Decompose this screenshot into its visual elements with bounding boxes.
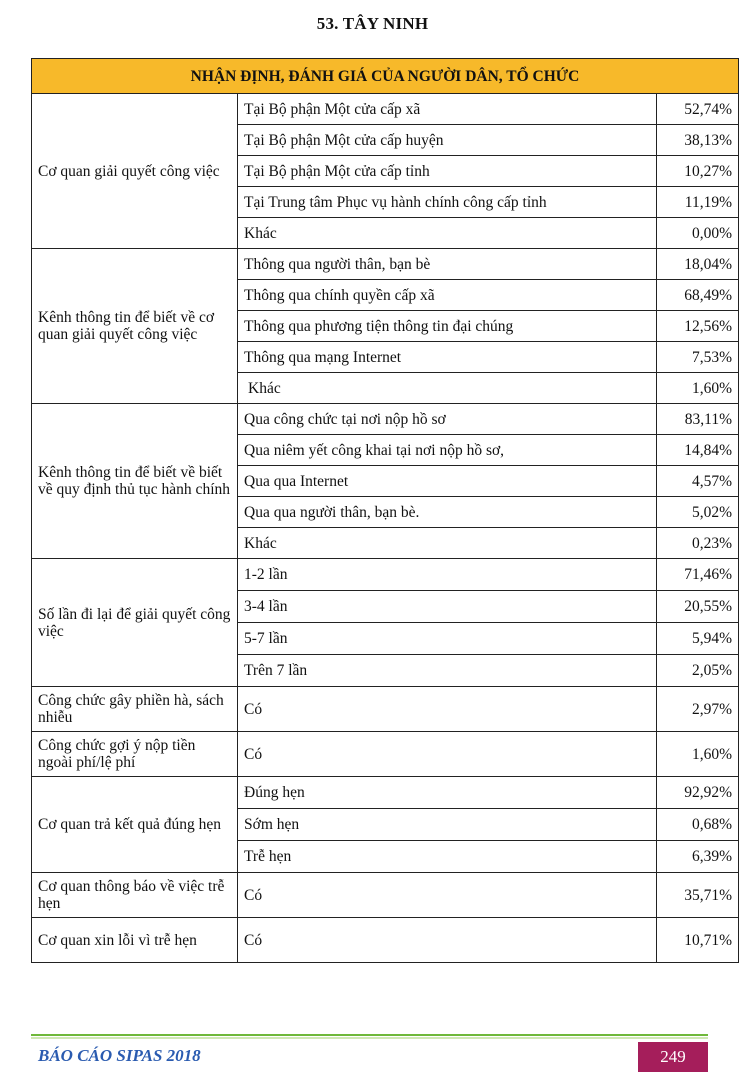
option-cell: Có (238, 918, 657, 963)
footer-report-title: BÁO CÁO SIPAS 2018 (38, 1046, 201, 1065)
table-row (32, 687, 739, 732)
percentage-cell: 10,71% (657, 918, 739, 963)
percentage-cell: 2,97% (657, 687, 739, 732)
percentage-cell: 83,11% (657, 404, 739, 435)
option-cell: Khác (238, 218, 657, 249)
option-cell: Qua qua người thân, bạn bè. (238, 497, 657, 528)
option-cell: Khác (238, 373, 657, 404)
table-row (32, 94, 739, 125)
page-title: 53. TÂY NINH (316, 14, 429, 33)
percentage-cell: 0,00% (657, 218, 739, 249)
option-cell: Có (238, 687, 657, 732)
percentage-cell: 92,92% (657, 777, 739, 809)
option-cell: Thông qua mạng Internet (238, 342, 657, 373)
percentage-cell: 0,68% (657, 809, 739, 841)
option-cell: Qua niêm yết công khai tại nơi nộp hồ sơ, (238, 435, 657, 466)
percentage-cell: 38,13% (657, 125, 739, 156)
percentage-cell: 20,55% (657, 591, 739, 623)
option-cell: Khác (238, 528, 657, 559)
percentage-cell: 4,57% (657, 466, 739, 497)
option-cell: Tại Bộ phận Một cửa cấp xã (238, 94, 657, 125)
footer-divider-light (31, 1037, 708, 1039)
group-label: Cơ quan trả kết quả đúng hẹn (32, 777, 238, 873)
percentage-cell: 12,56% (657, 311, 739, 342)
group-label: Kênh thông tin để biết về cơ quan giải quyết công việc (32, 249, 238, 404)
table-body (32, 94, 739, 963)
percentage-cell: 7,53% (657, 342, 739, 373)
footer-divider (31, 1034, 708, 1036)
option-cell: Thông qua người thân, bạn bè (238, 249, 657, 280)
percentage-cell: 10,27% (657, 156, 739, 187)
option-cell: Thông qua phương tiện thông tin đại chúng (238, 311, 657, 342)
group-label: Cơ quan thông báo về việc trễ hẹn (32, 873, 238, 918)
table-row (32, 732, 739, 777)
group-label: Công chức gợi ý nộp tiền ngoài phí/lệ phí (32, 732, 238, 777)
percentage-cell: 71,46% (657, 559, 739, 591)
percentage-cell: 5,02% (657, 497, 739, 528)
percentage-cell: 18,04% (657, 249, 739, 280)
option-cell: Qua qua Internet (238, 466, 657, 497)
table-header: NHẬN ĐỊNH, ĐÁNH GIÁ CỦA NGƯỜI DÂN, TỔ CHỨC (32, 59, 739, 94)
option-cell: Thông qua chính quyền cấp xã (238, 280, 657, 311)
percentage-cell: 0,23% (657, 528, 739, 559)
table-row (32, 918, 739, 963)
option-cell: Trên 7 lần (238, 655, 657, 687)
percentage-cell: 6,39% (657, 841, 739, 873)
option-cell: Đúng hẹn (238, 777, 657, 809)
percentage-cell: 68,49% (657, 280, 739, 311)
table-row (32, 404, 739, 435)
option-cell: Có (238, 873, 657, 918)
percentage-cell: 2,05% (657, 655, 739, 687)
percentage-cell: 1,60% (657, 732, 739, 777)
survey-table (31, 58, 739, 963)
percentage-cell: 5,94% (657, 623, 739, 655)
percentage-cell: 1,60% (657, 373, 739, 404)
group-label: Cơ quan xin lỗi vì trễ hẹn (32, 918, 238, 963)
table-header-row (32, 59, 739, 94)
table-row (32, 249, 739, 280)
option-cell: 5-7 lần (238, 623, 657, 655)
table-row (32, 777, 739, 809)
option-cell: Sớm hẹn (238, 809, 657, 841)
option-cell: Tại Trung tâm Phục vụ hành chính công cấp tỉnh (238, 187, 657, 218)
percentage-cell: 14,84% (657, 435, 739, 466)
option-cell: Tại Bộ phận Một cửa cấp huyện (238, 125, 657, 156)
table-row (32, 873, 739, 918)
table-row (32, 559, 739, 591)
option-cell: Có (238, 732, 657, 777)
percentage-cell: 52,74% (657, 94, 739, 125)
option-cell: Qua công chức tại nơi nộp hồ sơ (238, 404, 657, 435)
option-cell: Trễ hẹn (238, 841, 657, 873)
page-number-badge: 249 (638, 1042, 708, 1072)
percentage-cell: 11,19% (657, 187, 739, 218)
option-cell: 3-4 lần (238, 591, 657, 623)
group-label: Cơ quan giải quyết công việc (32, 94, 238, 249)
group-label: Công chức gây phiền hà, sách nhiễu (32, 687, 238, 732)
option-cell: 1-2 lần (238, 559, 657, 591)
option-cell: Tại Bộ phận Một cửa cấp tỉnh (238, 156, 657, 187)
percentage-cell: 35,71% (657, 873, 739, 918)
group-label: Số lần đi lại để giải quyết công việc (32, 559, 238, 687)
group-label: Kênh thông tin để biết về biết về quy định thủ tục hành chính (32, 404, 238, 559)
